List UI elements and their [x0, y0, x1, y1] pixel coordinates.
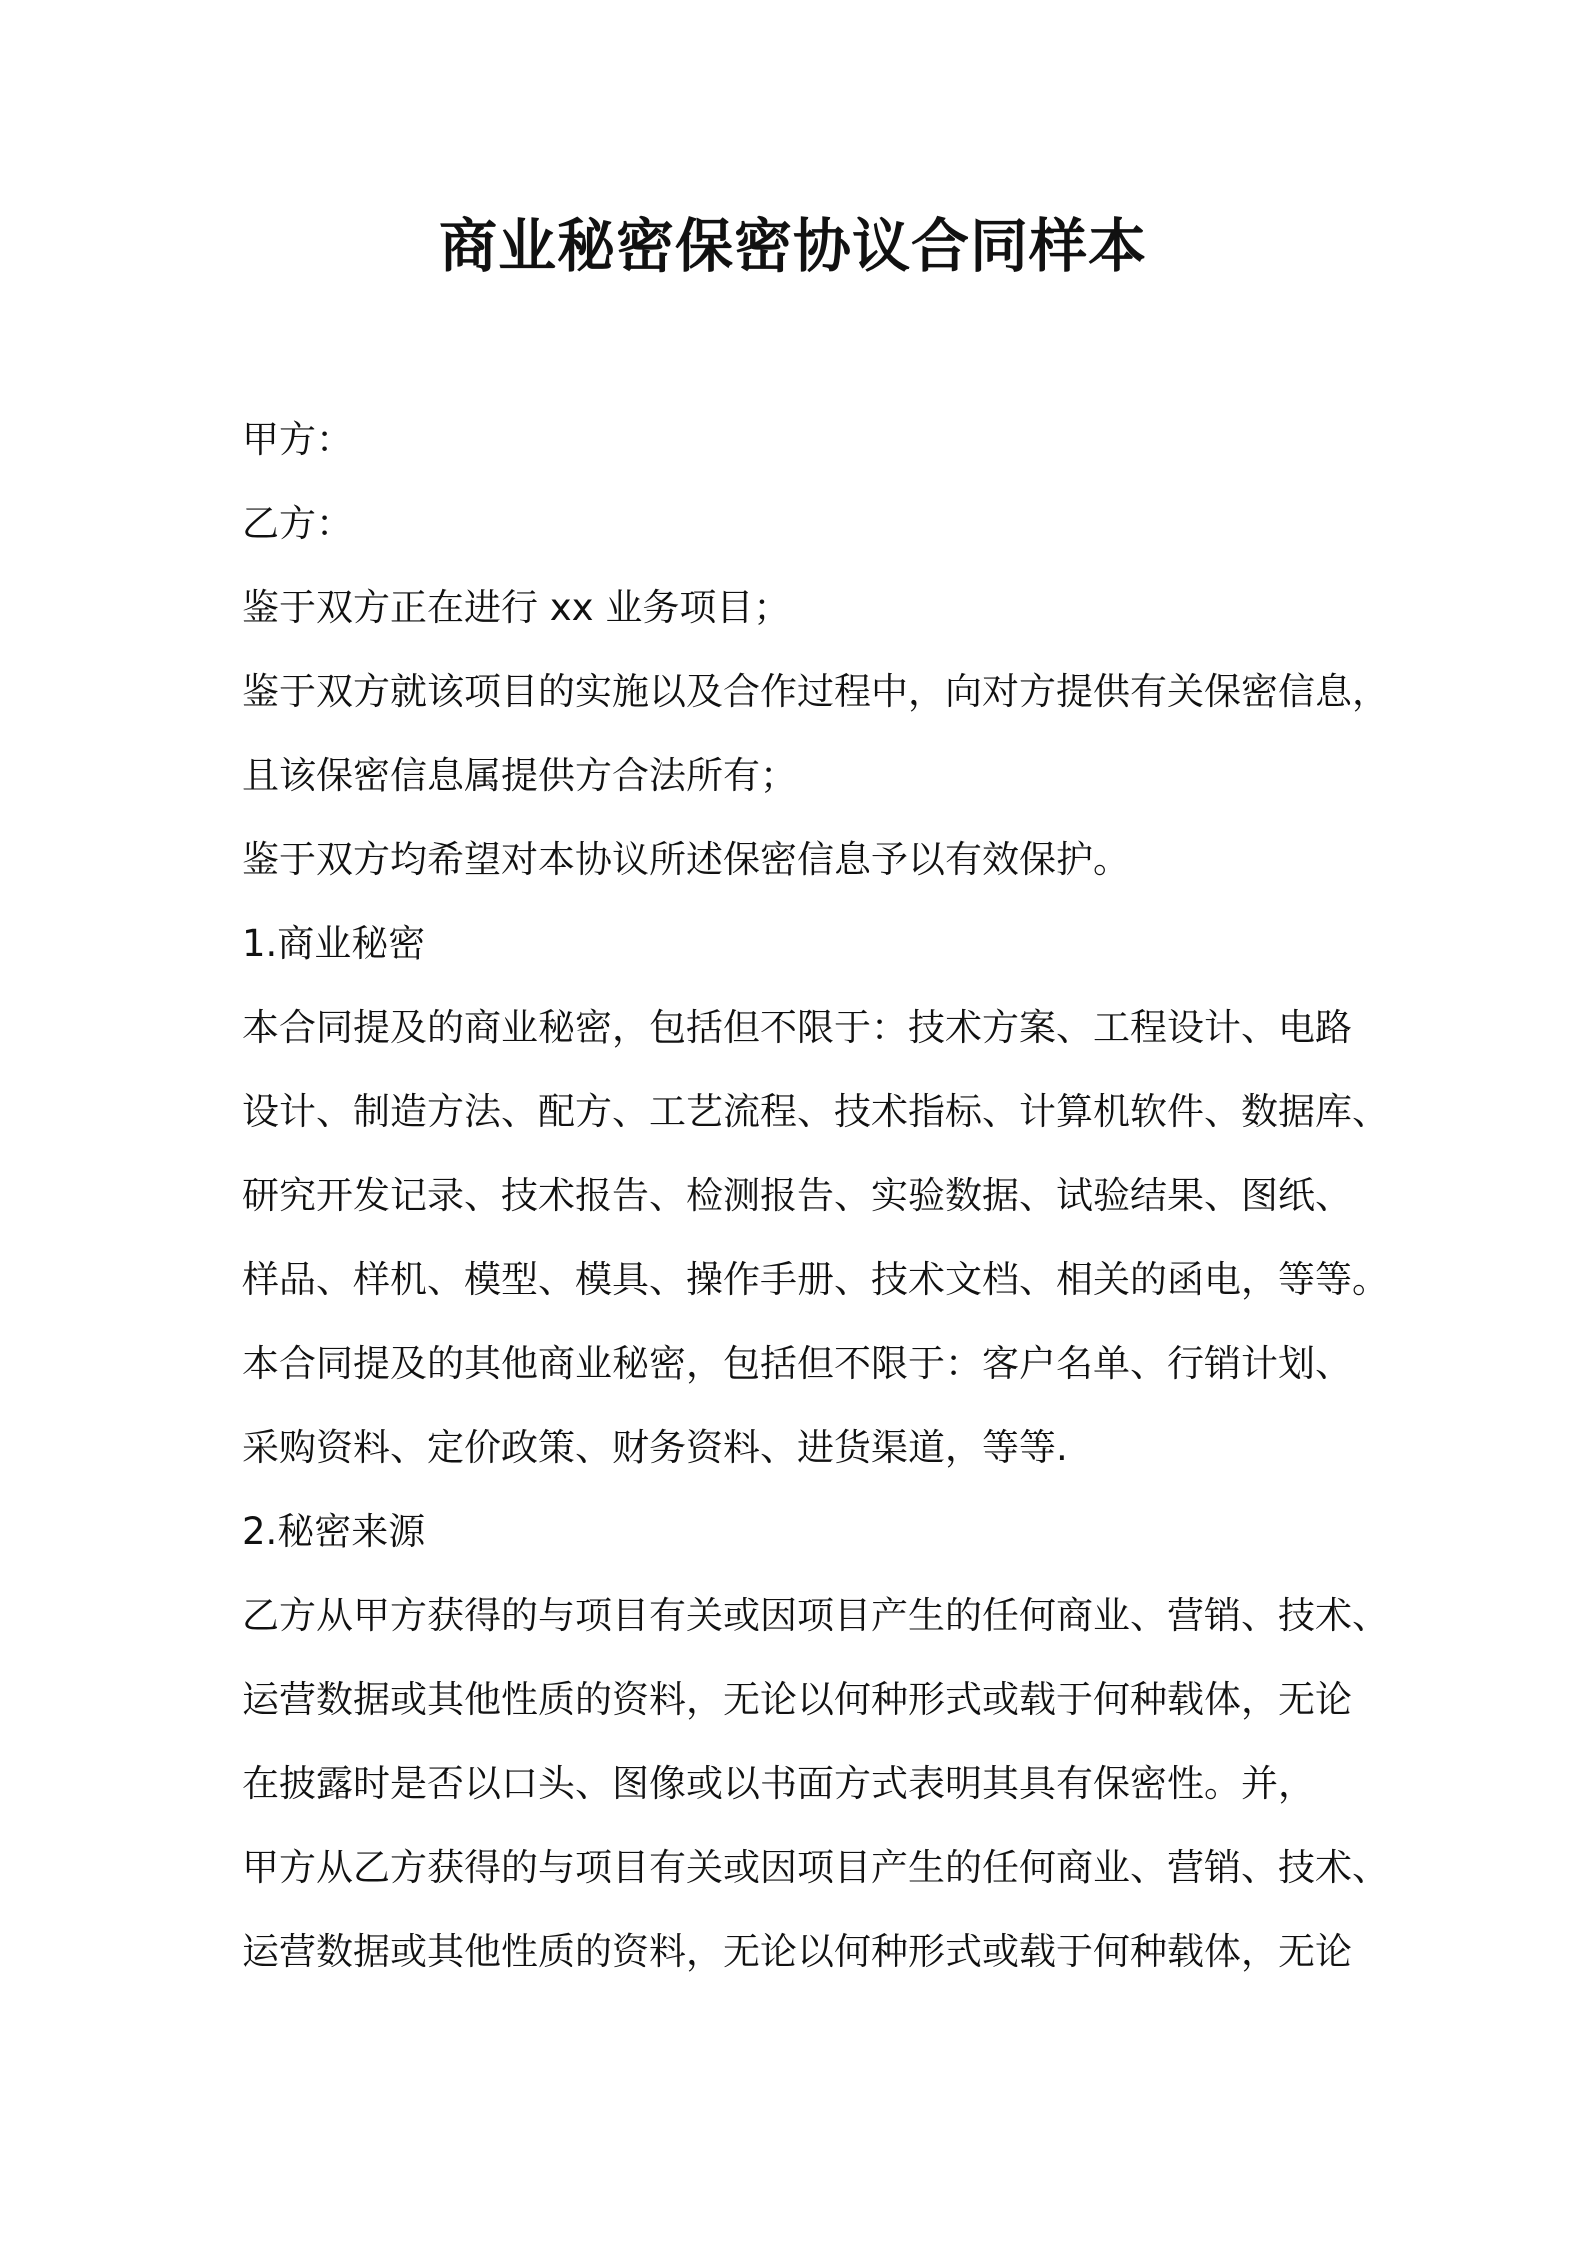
section-heading: 1.商业秘密 — [242, 922, 426, 965]
section-heading: 2.秘密来源 — [242, 1510, 426, 1553]
paragraph-line: 在披露时是否以口头、图像或以书面方式表明其具有保密性。并， — [242, 1762, 1315, 1805]
paragraph-line: 设计、制造方法、配方、工艺流程、技术指标、计算机软件、数据库、 — [242, 1090, 1389, 1133]
paragraph-line: 运营数据或其他性质的资料，无论以何种形式或载于何种载体，无论 — [242, 1930, 1352, 1973]
party-a-line: 甲方： — [242, 418, 353, 461]
document-body — [242, 398, 1389, 1994]
paragraph-line: 采购资料、定价政策、财务资料、进货渠道，等等. — [242, 1426, 1068, 1469]
recital-line: 且该保密信息属提供方合法所有； — [242, 754, 797, 797]
paragraph-line: 样品、样机、模型、模具、操作手册、技术文档、相关的函电，等等。 — [242, 1258, 1389, 1301]
paragraph-line: 甲方从乙方获得的与项目有关或因项目产生的任何商业、营销、技术、 — [242, 1846, 1389, 1889]
recital-line: 鉴于双方均希望对本协议所述保密信息予以有效保护。 — [242, 838, 1130, 881]
paragraph-line: 本合同提及的商业秘密，包括但不限于：技术方案、工程设计、电路 — [242, 1006, 1352, 1049]
paragraph-line: 研究开发记录、技术报告、检测报告、实验数据、试验结果、图纸、 — [242, 1174, 1352, 1217]
party-b-line: 乙方： — [242, 502, 353, 545]
recital-line: 鉴于双方正在进行 xx 业务项目； — [242, 586, 791, 629]
paragraph-line: 乙方从甲方获得的与项目有关或因项目产生的任何商业、营销、技术、 — [242, 1594, 1389, 1637]
paragraph-line: 运营数据或其他性质的资料，无论以何种形式或载于何种载体，无论 — [242, 1678, 1352, 1721]
document-title: 商业秘密保密协议合同样本 — [438, 212, 1147, 280]
paragraph-line: 本合同提及的其他商业秘密，包括但不限于：客户名单、行销计划、 — [242, 1342, 1352, 1385]
recital-line: 鉴于双方就该项目的实施以及合作过程中，向对方提供有关保密信息， — [242, 670, 1389, 713]
